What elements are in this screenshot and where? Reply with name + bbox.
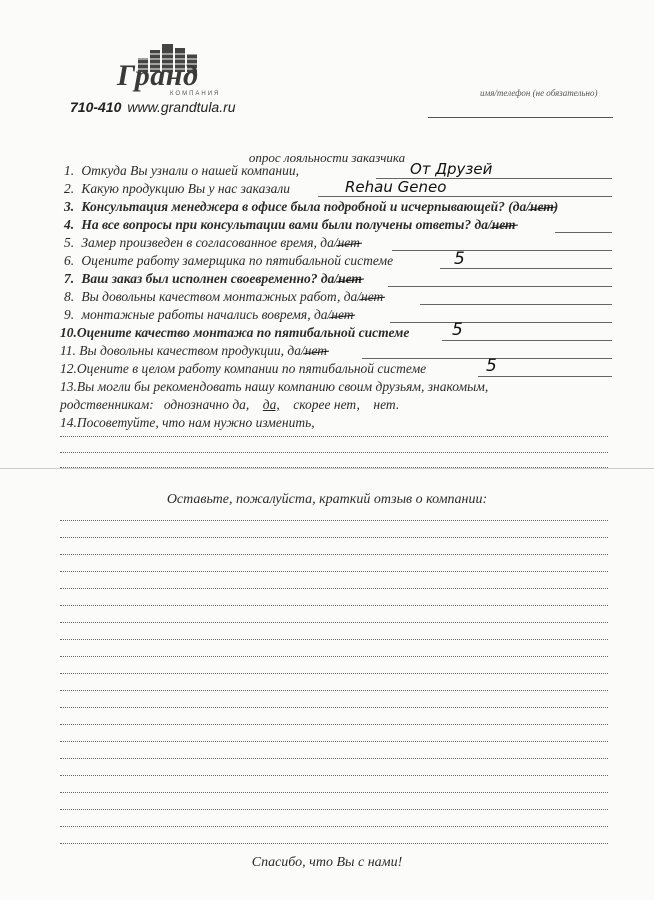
answer-line-5[interactable]: [392, 250, 612, 251]
handwritten-answer-10: 5: [452, 320, 463, 340]
feedback-line[interactable]: [60, 758, 608, 759]
website-link[interactable]: www.grandtula.ru: [127, 99, 236, 115]
struck-answer-3: нет: [529, 199, 554, 214]
feedback-line[interactable]: [60, 656, 608, 657]
struck-answer-11: нет: [304, 343, 328, 358]
answer-line-6[interactable]: [440, 268, 612, 269]
question-2: 2. Какую продукцию Вы у нас заказали: [64, 181, 291, 196]
question-7: 7. Ваш заказ был исполнен своевременно? да/нет: [64, 271, 362, 286]
feedback-line[interactable]: [60, 690, 608, 691]
struck-answer-8: нет: [361, 289, 384, 304]
thanks-text: Спасибо, что Вы с нами!: [251, 855, 403, 870]
feedback-title: Оставьте, пожалуйста, краткий отзыв о компании:: [166, 492, 488, 507]
option-rather-no[interactable]: скорее нет,: [293, 397, 360, 412]
option-no[interactable]: нет.: [373, 397, 400, 412]
option-definitely-yes[interactable]: однозначно да,: [163, 397, 250, 412]
question-14: 14.Посоветуйте, что нам нужно изменить,: [60, 415, 315, 430]
feedback-line[interactable]: [60, 537, 608, 538]
struck-answer-7: нет: [338, 271, 362, 286]
answer-line-9[interactable]: [390, 322, 612, 323]
question-13: 13.Вы могли бы рекомендовать нашу компанию своим друзьям, знакомым,: [60, 379, 489, 394]
question-13-options: родственникам: однозначно да, да, скорее нет, нет.: [60, 397, 400, 412]
feedback-line[interactable]: [60, 554, 608, 555]
feedback-line[interactable]: [60, 571, 608, 572]
question-5: 5. Замер произведен в согласованное время, да/нет: [64, 235, 360, 250]
question-12: 12.Оцените в целом работу компании по пятибальной системе: [60, 361, 427, 376]
name-phone-label: имя/телефон (не обязательно): [480, 88, 598, 98]
feedback-line[interactable]: [60, 843, 608, 844]
answer-line-2[interactable]: [318, 196, 612, 197]
phone-number: 710-410: [70, 99, 122, 115]
feedback-line[interactable]: [60, 741, 608, 742]
struck-answer-4: нет: [491, 217, 516, 232]
paper-fold: [0, 468, 654, 469]
feedback-line[interactable]: [60, 775, 608, 776]
feedback-line[interactable]: [60, 639, 608, 640]
answer-line-10[interactable]: [442, 340, 612, 341]
q14-answer-line-2[interactable]: [60, 452, 608, 453]
question-1: 1. Откуда Вы узнали о нашей компании,: [64, 163, 300, 178]
handwritten-answer-6: 5: [454, 249, 465, 269]
handwritten-answer-1: От Друзей: [410, 160, 493, 178]
contact-info: [70, 99, 236, 115]
logo-text: Гранд: [117, 59, 199, 92]
question-4: 4. На все вопросы при консультации вами были получены ответы? да/нет: [64, 217, 516, 232]
feedback-line[interactable]: [60, 622, 608, 623]
handwritten-answer-2: Rehau Geneo: [345, 178, 447, 196]
feedback-line[interactable]: [60, 809, 608, 810]
name-phone-field[interactable]: [428, 117, 613, 118]
question-10: 10.Оцените качество монтажа по пятибальной системе: [60, 325, 410, 340]
feedback-line[interactable]: [60, 605, 608, 606]
feedback-line[interactable]: [60, 588, 608, 589]
answer-line-7[interactable]: [388, 286, 612, 287]
feedback-line[interactable]: [60, 520, 608, 521]
feedback-line[interactable]: [60, 673, 608, 674]
question-6: 6. Оцените работу замерщика по пятибальной системе: [64, 253, 394, 268]
question-8: 8. Вы довольны качеством монтажных работ, да/нет: [64, 289, 384, 304]
survey-title: опрос лояльности заказчика: [248, 150, 406, 165]
q14-answer-line-1[interactable]: [60, 436, 608, 437]
struck-answer-9: нет: [331, 307, 354, 322]
feedback-line[interactable]: [60, 792, 608, 793]
feedback-line[interactable]: [60, 724, 608, 725]
question-9: 9. монтажные работы начались вовремя, да/нет: [64, 307, 354, 322]
answer-line-8[interactable]: [420, 304, 612, 305]
option-yes-selected[interactable]: да,: [262, 397, 280, 412]
feedback-line[interactable]: [60, 826, 608, 827]
struck-answer-5: нет: [337, 235, 360, 250]
feedback-line[interactable]: [60, 707, 608, 708]
answer-line-4[interactable]: [555, 232, 612, 233]
answer-line-12[interactable]: [478, 376, 612, 377]
logo-subtext: КОМПАНИЯ: [170, 91, 221, 97]
question-11: 11. Вы довольны качеством продукции, да/нет: [60, 343, 328, 358]
question-3: 3. Консультация менеджера в офисе была подробной и исчерпывающей? (да/нет): [64, 199, 559, 214]
handwritten-answer-12: 5: [486, 356, 497, 376]
